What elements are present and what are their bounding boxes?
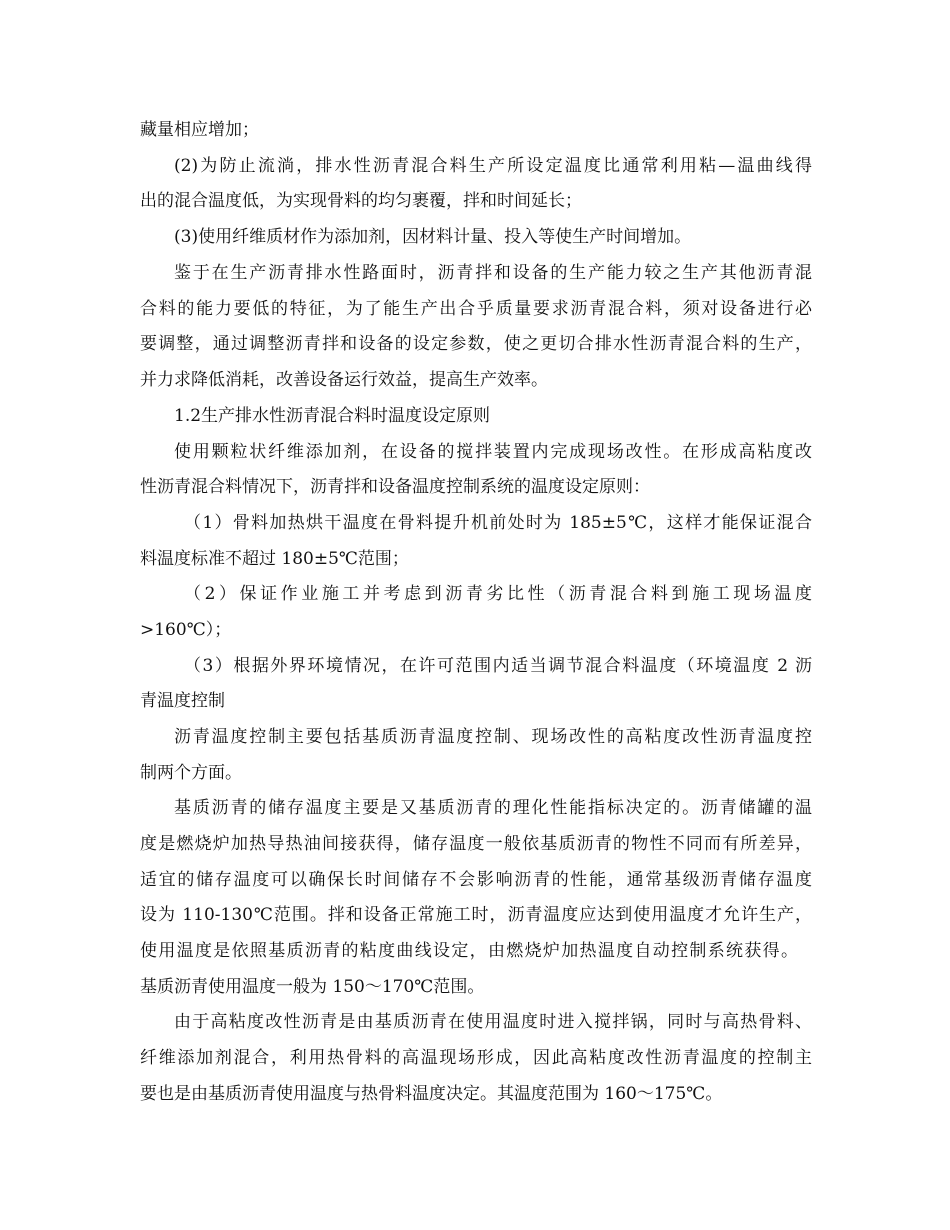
text-line: （1）骨料加热烘干温度在骨料提升机前处时为 185±5℃，这样才能保证混合 xyxy=(184,513,812,533)
text-line: 出的混合温度低，为实现骨料的均匀裹覆，拌和时间延长； xyxy=(140,191,582,211)
text-line: 要调整，通过调整沥青拌和设备的设定参数，使之更切合排水性沥青混合料的生产， xyxy=(140,334,812,354)
text-line: 鉴于在生产沥青排水性路面时，沥青拌和设备的生产能力较之生产其他沥青混 xyxy=(174,263,812,283)
text-line: (2)为防止流淌，排水性沥青混合料生产所设定温度比通常利用粘—温曲线得 xyxy=(174,156,812,176)
text-line: 制两个方面。 xyxy=(140,763,242,783)
text-line: 由于高粘度改性沥青是由基质沥青在使用温度时进入搅拌锅，同时与高热骨料、 xyxy=(174,1012,812,1032)
text-line: 要也是由基质沥青使用温度与热骨料温度决定。其温度范围为 160～175℃。 xyxy=(140,1084,723,1104)
text-line: 使用颗粒状纤维添加剂，在设备的搅拌装置内完成现场改性。在形成高粘度改 xyxy=(174,442,812,462)
text-line: >160℃）； xyxy=(140,620,232,640)
text-line: （2）保证作业施工并考虑到沥青劣比性（沥青混合料到施工现场温度 xyxy=(184,584,812,604)
text-line: (3)使用纤维质材作为添加剂，因材料计量、投入等使生产时间增加。 xyxy=(174,227,692,247)
text-line: 合料的能力要低的特征，为了能生产出合乎质量要求沥青混合料，须对设备进行必 xyxy=(140,299,812,319)
text-line: 度是燃烧炉加热导热油间接获得，储存温度一般依基质沥青的物性不同而有所差异， xyxy=(140,834,812,854)
text-line: 沥青温度控制主要包括基质沥青温度控制、现场改性的高粘度改性沥青温度控 xyxy=(174,727,812,747)
text-line: 性沥青混合料情况下，沥青拌和设备温度控制系统的温度设定原则： xyxy=(140,477,650,497)
text-line: 纤维添加剂混合，利用热骨料的高温现场形成，因此高粘度改性沥青温度的控制主 xyxy=(140,1048,812,1068)
text-line: 青温度控制 xyxy=(140,691,225,711)
text-line: 并力求降低消耗，改善设备运行效益，提高生产效率。 xyxy=(140,370,548,390)
text-line: 使用温度是依照基质沥青的粘度曲线设定，由燃烧炉加热温度自动控制系统获得。 xyxy=(140,941,798,961)
text-line: 藏量相应增加； xyxy=(140,120,259,140)
section-heading: 1.2生产排水性沥青混合料时温度设定原则 xyxy=(174,406,491,426)
text-line: 设为 110-130℃范围。拌和设备正常施工时，沥青温度应达到使用温度才允许生产， xyxy=(140,905,812,925)
text-line: 基质沥青使用温度一般为 150～170℃范围。 xyxy=(140,977,485,997)
text-line: 料温度标准不超过 180±5℃范围； xyxy=(140,549,409,569)
text-line: 基质沥青的储存温度主要是又基质沥青的理化性能指标决定的。沥青储罐的温 xyxy=(174,798,812,818)
text-line: 适宜的储存温度可以确保长时间储存不会影响沥青的性能，通常基级沥青储存温度 xyxy=(140,870,812,890)
text-line: （3）根据外界环境情况，在许可范围内适当调节混合料温度（环境温度 2 沥 xyxy=(184,656,812,676)
